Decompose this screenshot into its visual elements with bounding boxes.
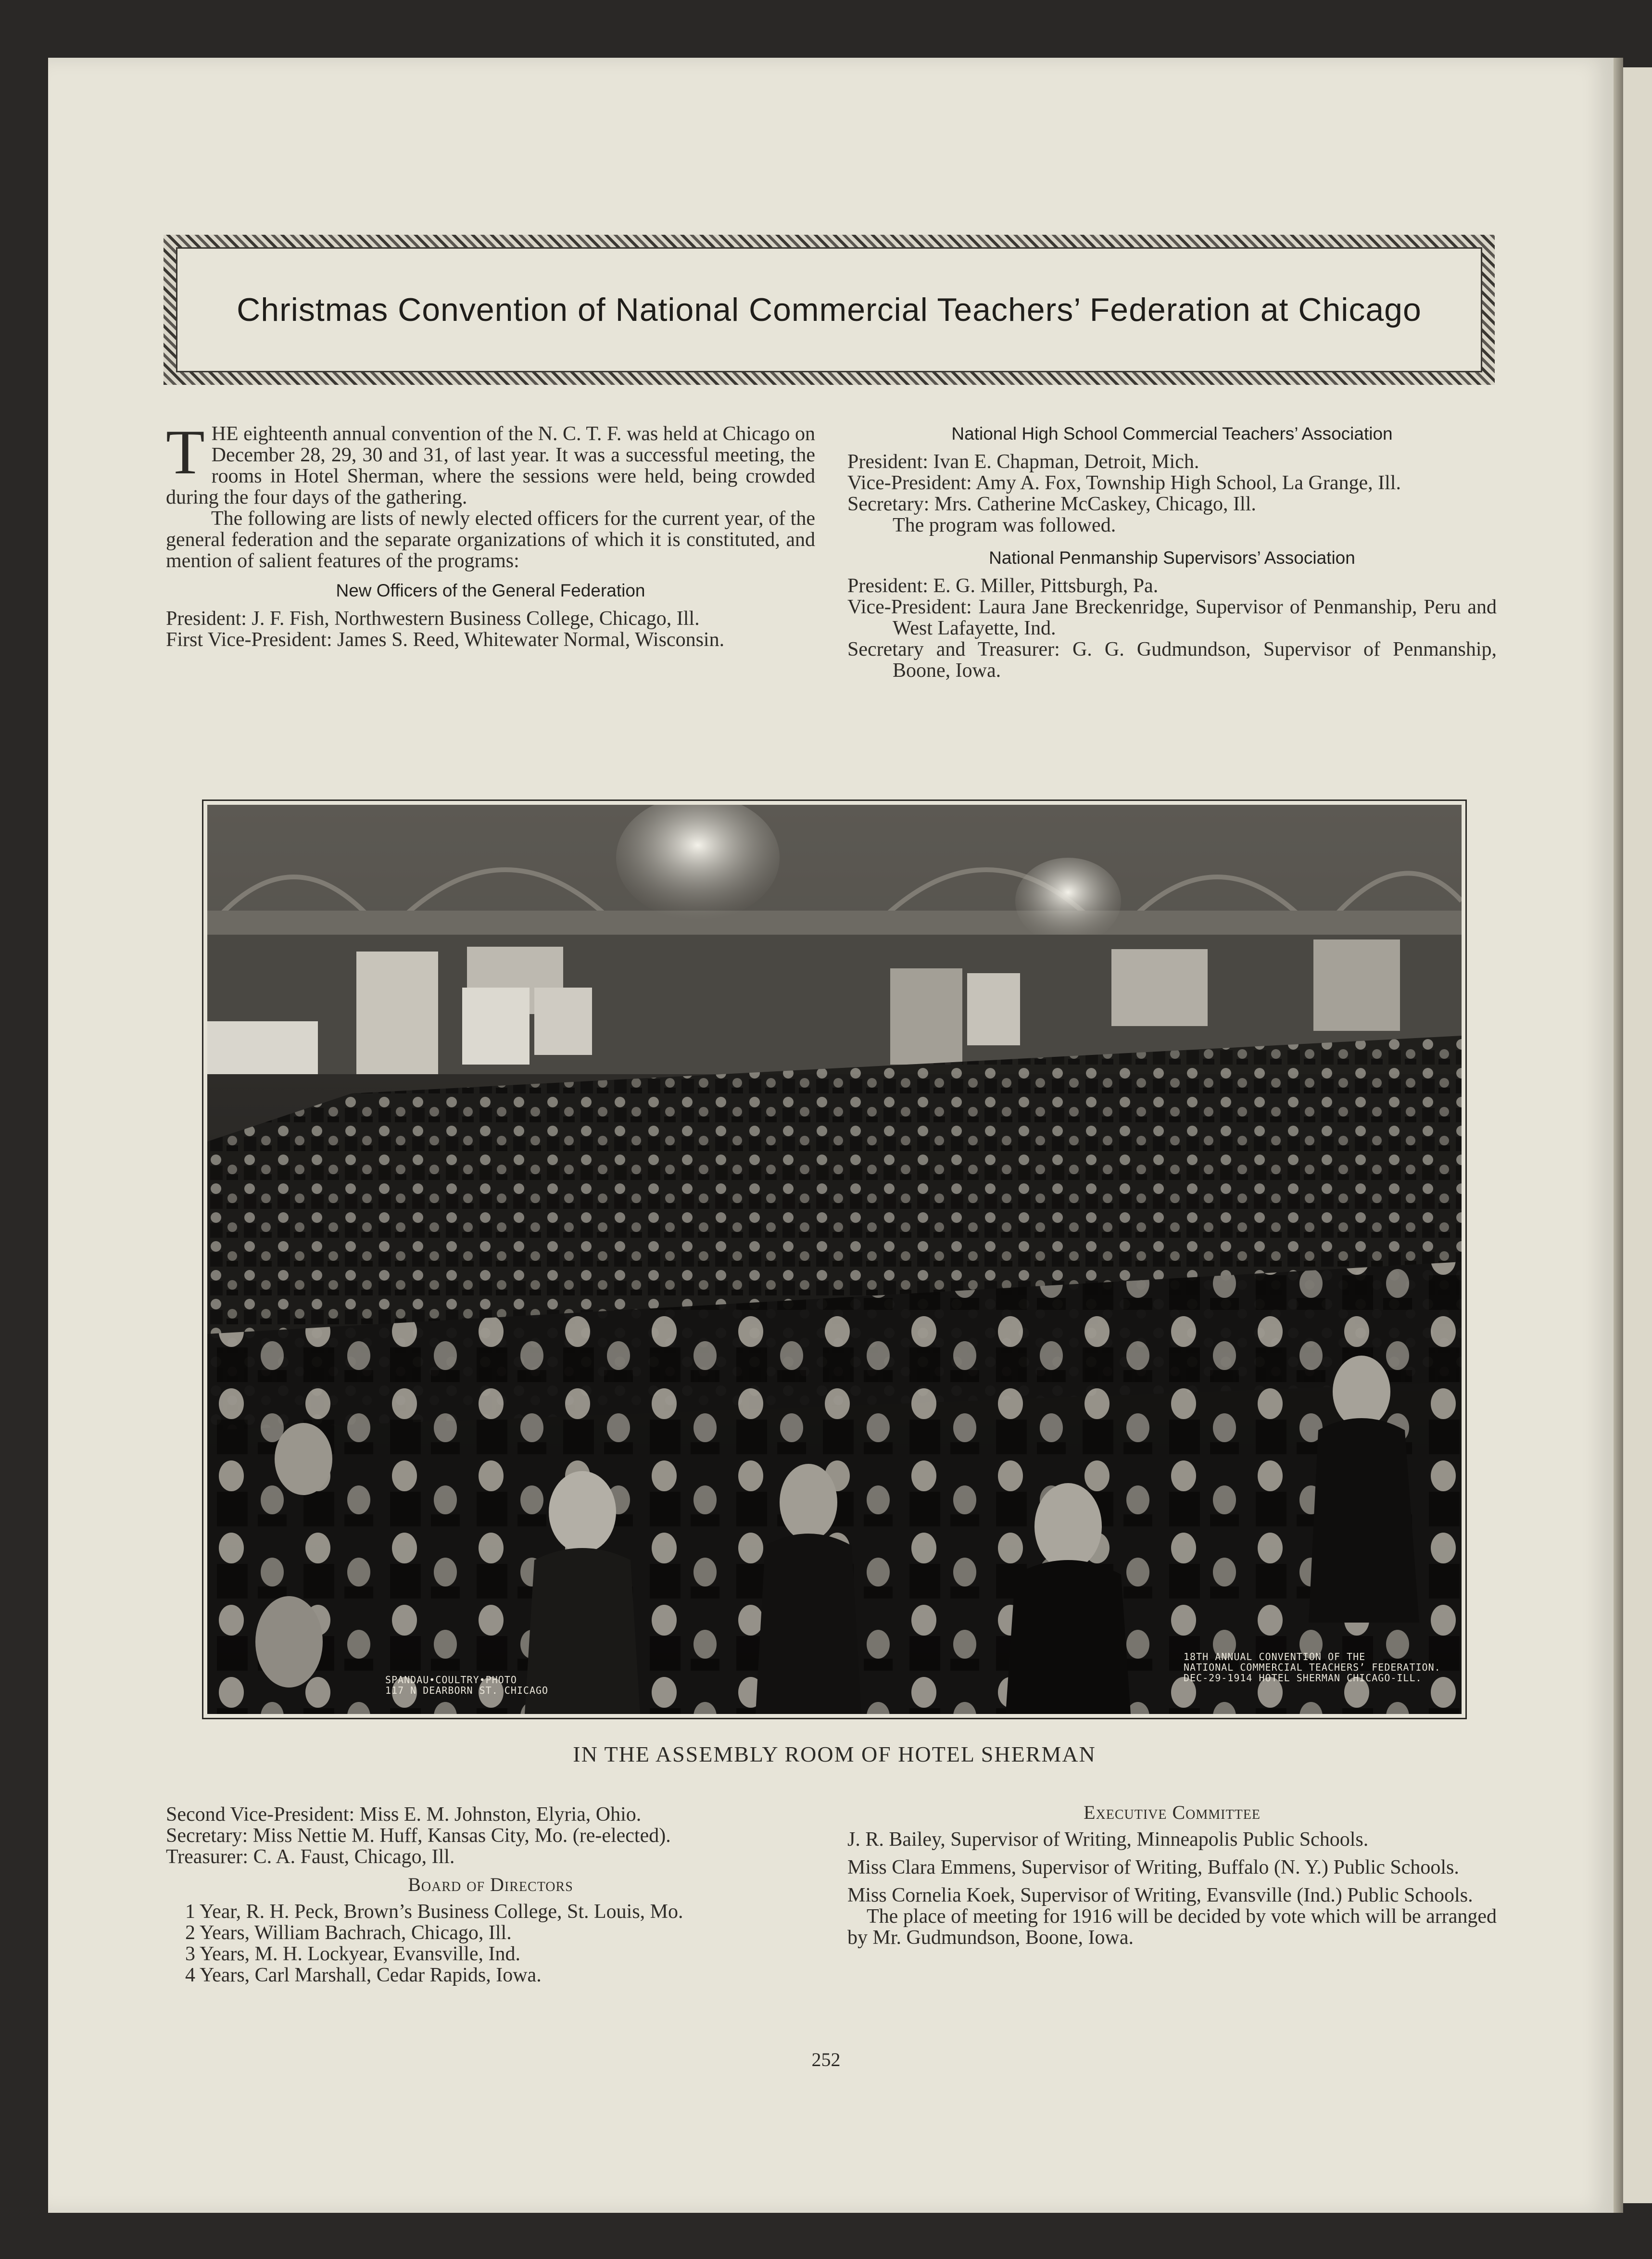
high-school-secretary: Secretary: Mrs. Catherine McCaskey, Chicago, Ill. — [847, 493, 1256, 515]
general-first-vp: First Vice-President: James S. Reed, Whitewater Normal, Wisconsin. — [166, 629, 725, 651]
article-title: Christmas Convention of National Commercial Teachers’ Federation at Chicago — [237, 292, 1422, 328]
high-school-president: President: Ivan E. Chapman, Detroit, Mich. — [847, 451, 1199, 473]
photo-credit-line: 18TH ANNUAL CONVENTION OF THE — [1184, 1651, 1366, 1663]
general-second-vp: Second Vice-President: Miss E. M. Johnston, Elyria, Ohio. — [166, 1803, 642, 1826]
photo-credit-line: DEC-29-1914 HOTEL SHERMAN CHICAGO-ILL. — [1184, 1672, 1422, 1684]
title-banner — [164, 235, 1495, 385]
photo-caption: IN THE ASSEMBLY ROOM OF HOTEL SHERMAN — [573, 1742, 1096, 1766]
lower-left-column — [166, 1804, 815, 1986]
board-item: 3 Years, M. H. Lockyear, Evansville, Ind. — [185, 1943, 521, 1965]
intro-paragraph — [166, 417, 815, 508]
page-number: 252 — [811, 2049, 841, 2070]
book-gutter — [1614, 58, 1623, 2213]
penmanship-heading: National Penmanship Supervisors’ Association — [989, 548, 1355, 568]
photo-credit-line: 117 N DEARBORN ST. CHICAGO — [385, 1685, 549, 1696]
penmanship-sec-treas: Secretary and Treasurer: G. G. Gudmundson, Supervisor of Penmanship, Boone, Iowa. — [847, 638, 1497, 682]
lower-right-column — [847, 1799, 1497, 1948]
next-page-edge — [1623, 67, 1652, 2203]
general-secretary: Secretary: Miss Nettie M. Huff, Kansas City, Mo. (re-elected). — [166, 1825, 671, 1847]
intro-paragraph-2: The following are lists of newly elected officers for the current year, of the general federation and the separate organizations of which it is constituted, and mention of salient features of the programs: — [166, 508, 815, 572]
closing-note: The place of meeting for 1916 will be decided by vote which will be arranged by Mr. Gudmundson, Boone, Iowa. — [847, 1905, 1497, 1949]
upper-left-column — [166, 417, 815, 651]
general-president: President: J. F. Fish, Northwestern Business College, Chicago, Ill. — [166, 608, 700, 630]
board-item: 1 Year, R. H. Peck, Brown’s Business College, St. Louis, Mo. — [185, 1901, 683, 1923]
penmanship-vp: Vice-President: Laura Jane Breckenridge, Supervisor of Penmanship, Peru and West Lafayette, Ind. — [847, 596, 1497, 639]
executive-item: Miss Clara Emmens, Supervisor of Writing, Buffalo (N. Y.) Public Schools. — [847, 1856, 1459, 1878]
executive-item: J. R. Bailey, Supervisor of Writing, Minneapolis Public Schools. — [847, 1828, 1369, 1851]
photo-credit-line: NATIONAL COMMERCIAL TEACHERS’ FEDERATION. — [1184, 1662, 1441, 1673]
executive-item: Miss Cornelia Koek, Supervisor of Writing, Evansville (Ind.) Public Schools. — [847, 1884, 1473, 1906]
penmanship-president: President: E. G. Miller, Pittsburgh, Pa. — [847, 575, 1159, 597]
board-item: 2 Years, William Bachrach, Chicago, Ill. — [185, 1922, 512, 1944]
drop-cap: T — [166, 417, 205, 487]
photo-credit-left — [385, 1675, 548, 1696]
assembly-room-photo — [207, 805, 1462, 1714]
upper-right-column — [847, 419, 1497, 681]
intro-text: HE eighteenth annual convention of the N. C. T. F. was held at Chicago on December 28, 29, 30 and 31, of last year. It was a successful meeting, the rooms in Hotel Sherman, where the sessions were held, being crowded during the four days of the gathering. — [166, 423, 815, 508]
photo-credit-line: SPANDAU•COULTRY•PHOTO — [385, 1674, 517, 1686]
high-school-vp: Vice-President: Amy A. Fox, Township High School, La Grange, Ill. — [847, 472, 1401, 494]
high-school-note: The program was followed. — [893, 514, 1116, 536]
high-school-heading: National High School Commercial Teachers’ Association — [951, 424, 1393, 444]
photo-credit-right — [1184, 1651, 1441, 1683]
photo-illustration — [207, 805, 1462, 1714]
executive-heading: Executive Committee — [1084, 1802, 1261, 1823]
board-heading: Board of Directors — [408, 1874, 573, 1895]
general-treasurer: Treasurer: C. A. Faust, Chicago, Ill. — [166, 1846, 455, 1868]
photo-frame — [202, 800, 1467, 1719]
general-officers-heading: New Officers of the General Federation — [336, 581, 645, 600]
board-item: 4 Years, Carl Marshall, Cedar Rapids, Iowa. — [185, 1964, 542, 1986]
